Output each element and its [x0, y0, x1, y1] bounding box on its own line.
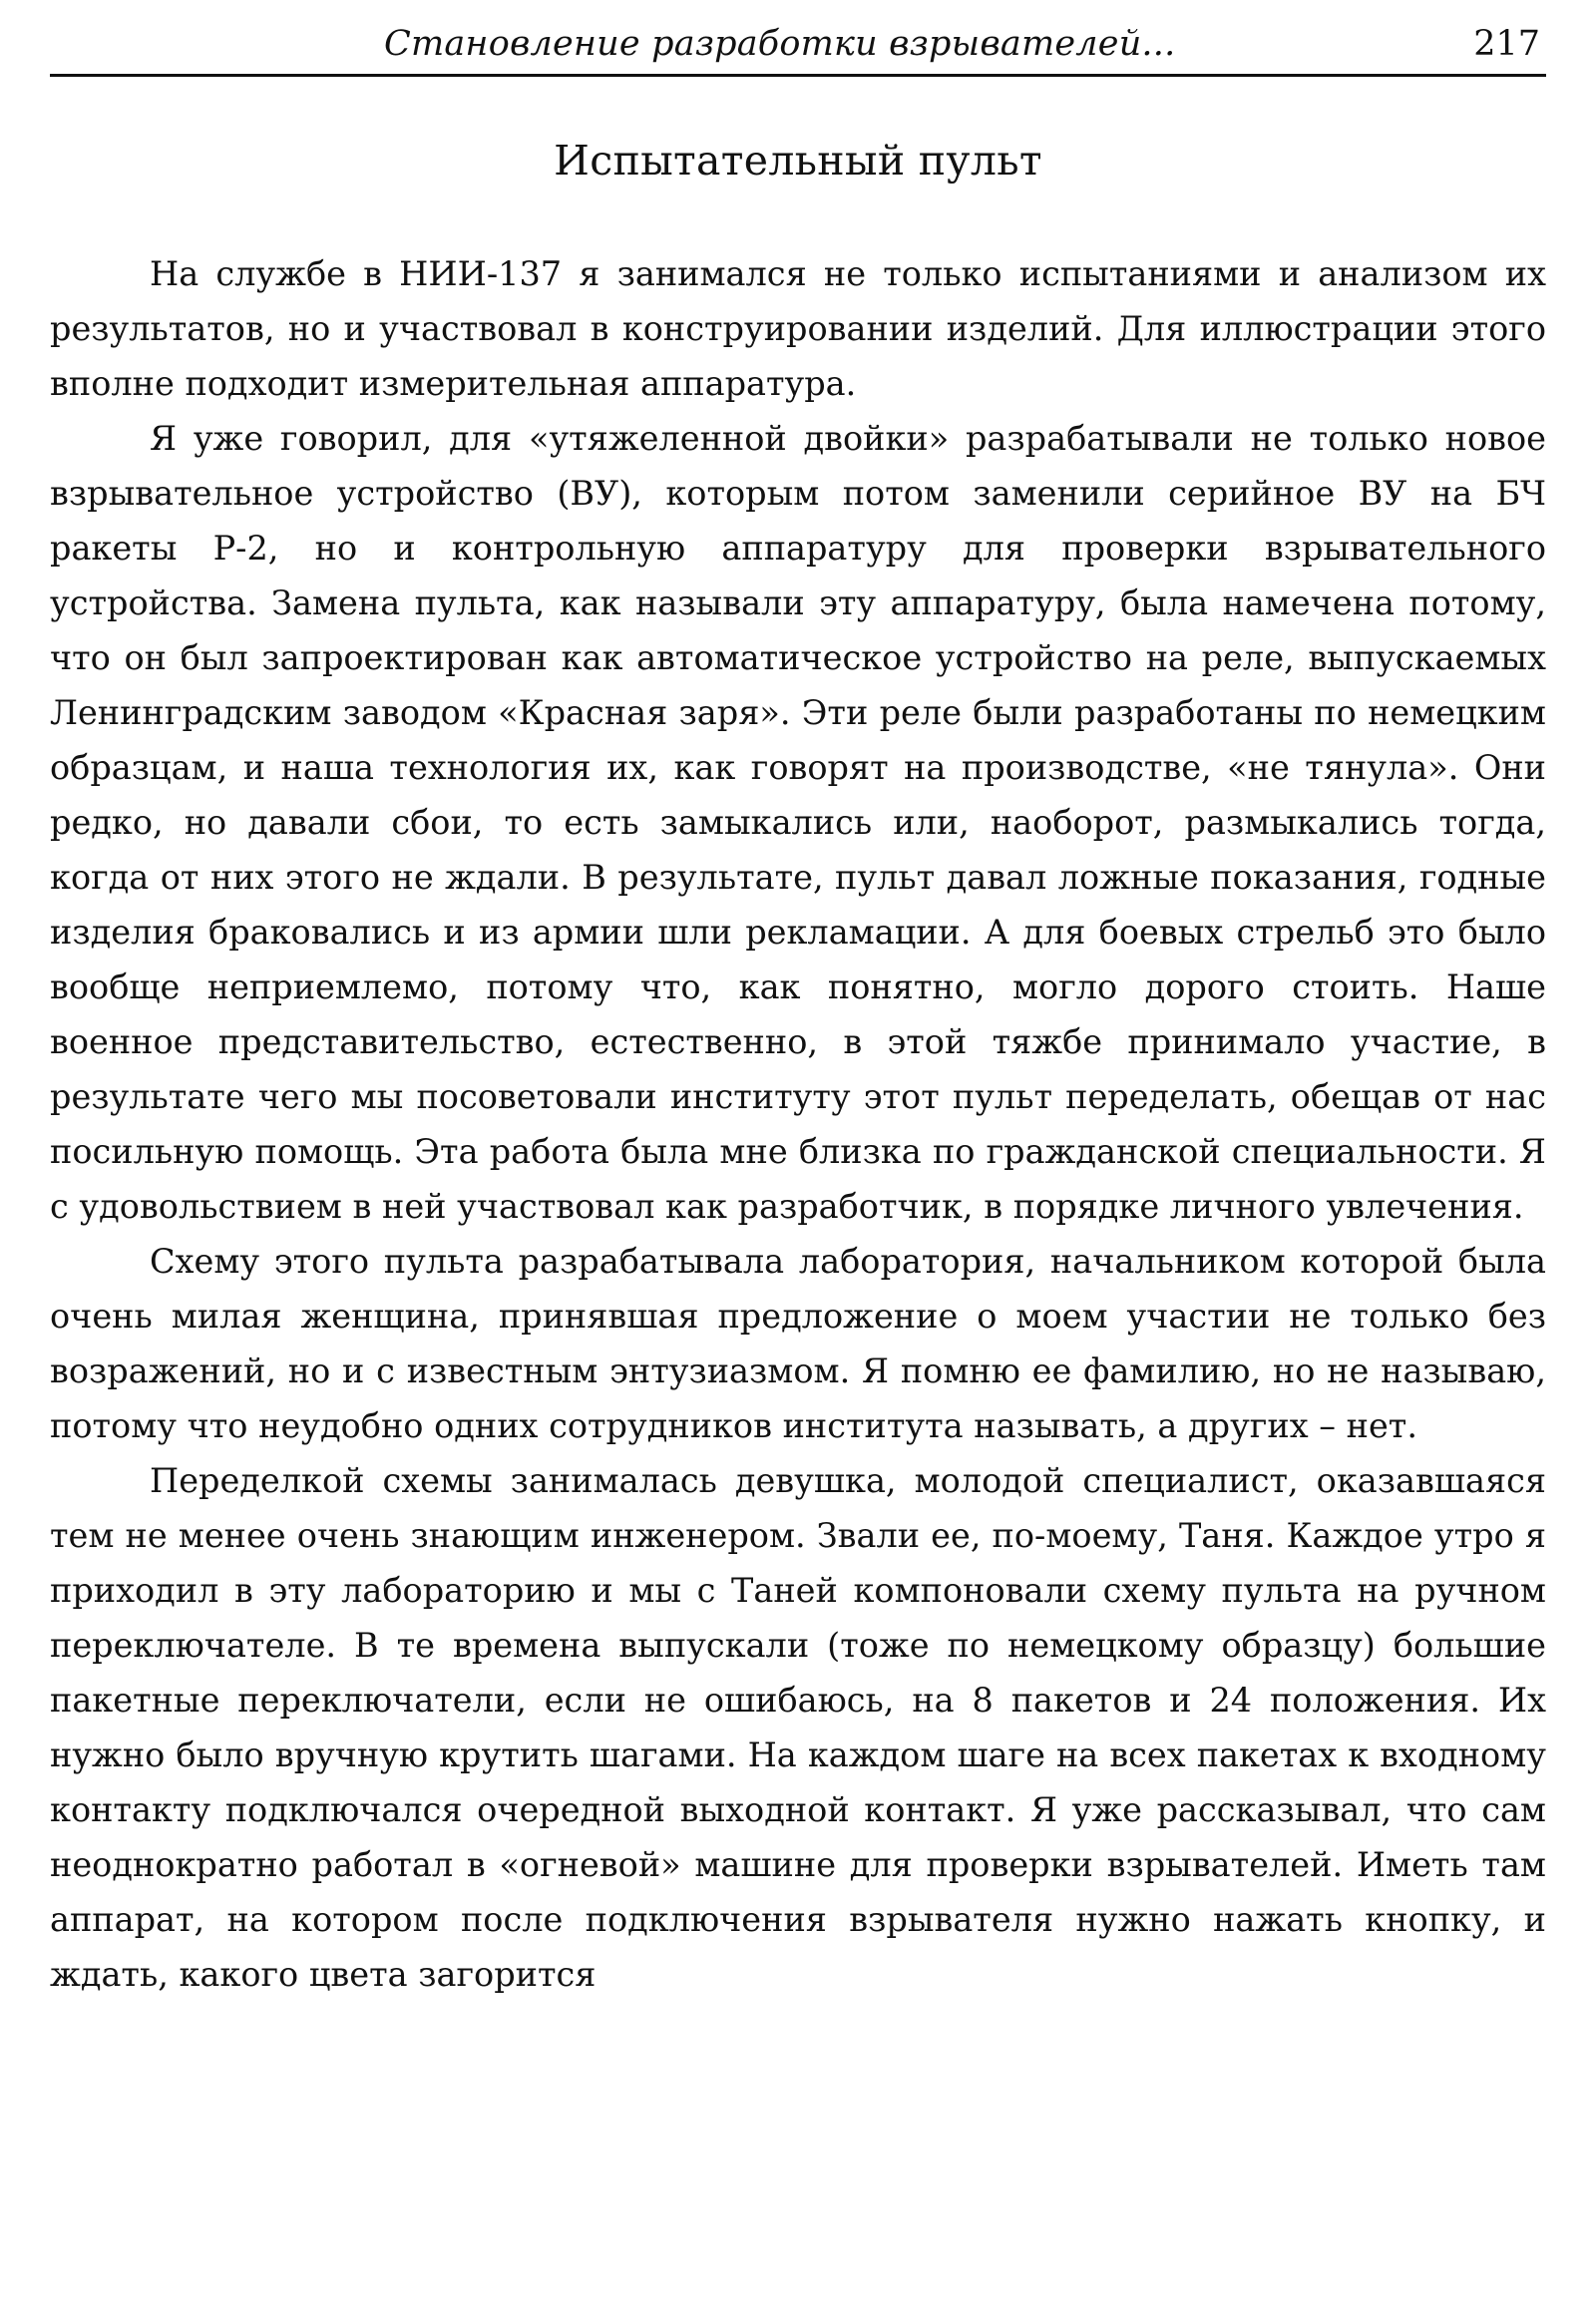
paragraph: Я уже говорил, для «утяжеленной двойки» разрабатывали не только новое взрывательное устройство (ВУ), которым потом заменили серийное ВУ на БЧ ракеты Р-2, но и контрольную аппаратуру для проверки взрывательного устройства. Замена пульта, как называли эту аппаратуру, была намечена потому, что он был запроектирован как автоматическое устройство на реле, выпускаемых Ленинградским заводом «Красная заря». Эти реле были разработаны по немецким образцам, и наша технология их, как говорят на производстве, «не тянула». Они редко, но давали сбои, то есть замыкались или, наоборот, размыкались тогда, когда от них этого не ждали. В результате, пульт давал ложные показания, годные изделия браковались и из армии шли рекламации. А для боевых стрельб это было вообще неприемлемо, потому что, как понятно, могло дорого стоить. Наше военное представительство, естественно, в этой тяжбе принимало участие, в результате чего мы посоветовали институту этот пульт переделать, обещав от нас посильную помощь. Эта работа была мне близка по гражданской специальности. Я с удовольствием в ней участвовал как разработчик, в порядке личного увлечения. — [50, 419, 1546, 1226]
body-text — [50, 246, 1546, 2002]
paragraph: На службе в НИИ-137 я занимался не только испытаниями и анализом их результатов, но и участвовал в конструировании изделий. Для иллюстрации этого вполне подходит измерительная аппаратура. — [50, 254, 1546, 403]
page-number: 217 — [1473, 24, 1540, 64]
section-title: Испытательный пульт — [554, 137, 1042, 185]
running-header — [50, 18, 1546, 77]
book-page — [50, 18, 1546, 2002]
running-title: Становление разработки взрывателей... — [384, 24, 1176, 64]
paragraph: Переделкой схемы занималась девушка, молодой специалист, оказавшаяся тем не менее очень знающим инженером. Звали ее, по-моему, Таня. Каждое утро я приходил в эту лабораторию и мы с Таней компоновали схему пульта на ручном переключателе. В те времена выпускали (тоже по немецкому образцу) большие пакетные переключатели, если не ошибаюсь, на 8 пакетов и 24 положения. Их нужно было вручную крутить шагами. На каждом шаге на всех пакетах к входному контакту подключался очередной выходной контакт. Я уже рассказывал, что сам неоднократно работал в «огневой» машине для проверки взрывателей. Иметь там аппарат, на котором после подключения взрывателя нужно нажать кнопку, и ждать, какого цвета загорится — [50, 1461, 1546, 1994]
paragraph: Схему этого пульта разрабатывала лаборатория, начальником которой была очень милая женщина, принявшая предложение о моем участии не только без возражений, но и с известным энтузиазмом. Я помню ее фамилию, но не называю, потому что неудобно одних сотрудников института называть, а других – нет. — [50, 1242, 1546, 1445]
